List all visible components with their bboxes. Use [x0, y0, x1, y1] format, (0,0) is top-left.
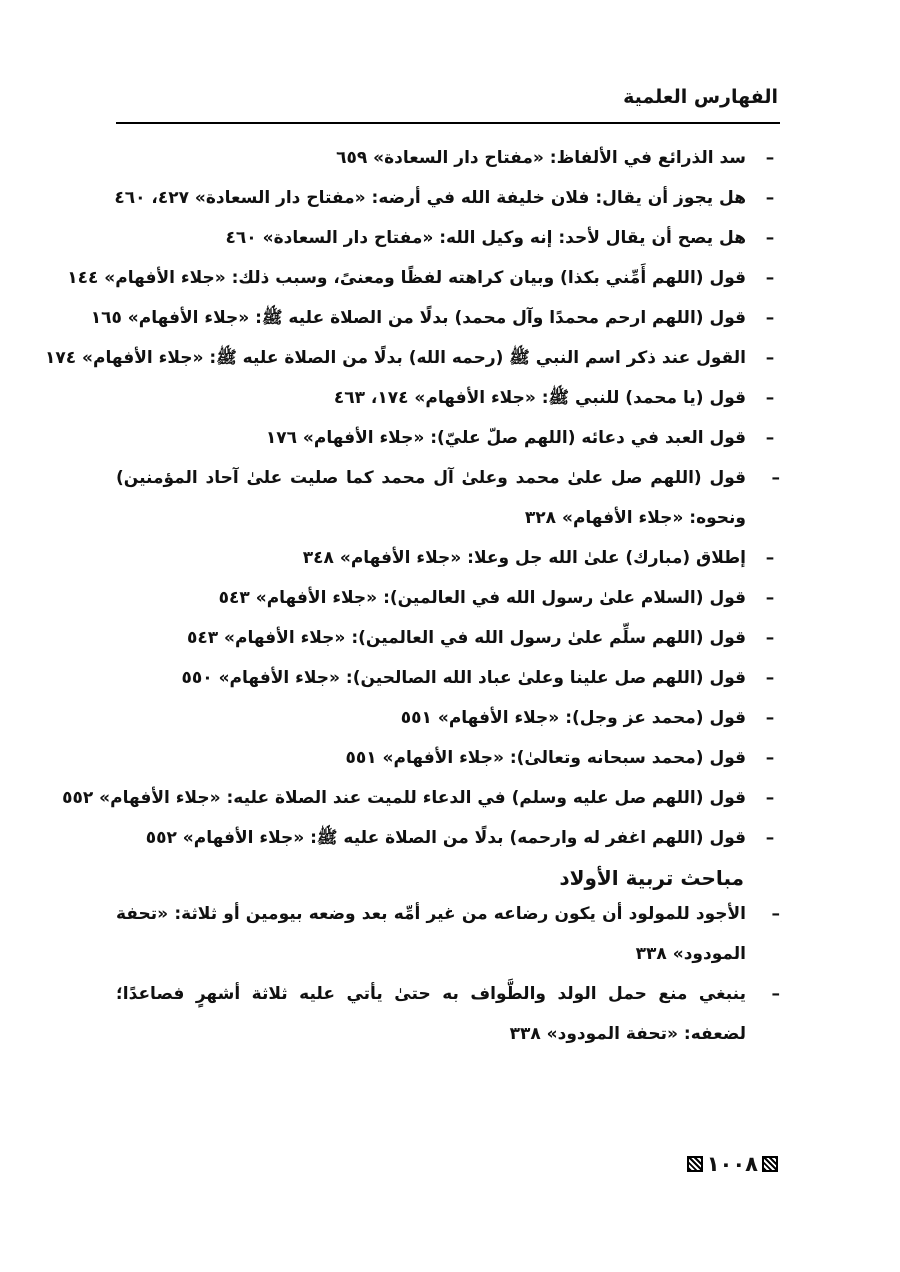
header-rule	[116, 122, 780, 124]
entry-dash: –	[765, 268, 775, 288]
entry-text: قول (يا محمد) للنبي ﷺ: «جلاء الأفهام» ١٧٤، ٤٦٣	[333, 388, 746, 408]
index-entry	[116, 378, 780, 418]
entry-text: سد الذرائع في الألفاظ: «مفتاح دار السعادة» ٦٥٩	[336, 148, 746, 168]
index-entry	[116, 218, 780, 258]
entry-text: قول (اللهم اغفر له وارحمه) بدلًا من الصلاة عليه ﷺ: «جلاء الأفهام» ٥٥٢	[145, 828, 746, 848]
section-heading: مباحث تربية الأولاد	[559, 866, 744, 890]
entry-dash: –	[765, 788, 775, 808]
entry-dash: –	[765, 708, 775, 728]
index-entry	[116, 578, 780, 618]
running-header-title: الفهارس العلمية	[623, 86, 778, 108]
entry-dash: –	[765, 748, 775, 768]
entry-text: قول (اللهم صل عليه وسلم) في الدعاء للميت عند الصلاة عليه: «جلاء الأفهام» ٥٥٢	[62, 788, 746, 808]
index-entry	[90, 298, 780, 338]
entry-dash: –	[765, 228, 775, 248]
entry-text: ينبغي منع حمل الولد والطَّواف به حتىٰ يأتي عليه ثلاثة أشهرٍ فصاعدًا؛ لضعفه: «تحفة المودود» ٣٣٨	[116, 984, 746, 1044]
page-number-folio	[687, 1152, 778, 1176]
index-entry	[116, 818, 780, 858]
index-entry	[116, 698, 780, 738]
index-entry	[116, 658, 780, 698]
index-entry	[62, 778, 780, 818]
entry-text: الأجود للمولود أن يكون رضاعه من غير أمِّه بعد وضعه بيومين أو ثلاثة: «تحفة المودود» ٣٣٨	[116, 904, 746, 964]
entry-dash: –	[771, 904, 780, 924]
index-entry	[67, 258, 780, 298]
entry-text: إطلاق (مبارك) علىٰ الله جل وعلا: «جلاء الأفهام» ٣٤٨	[302, 548, 746, 568]
entry-dash: –	[765, 348, 775, 368]
entry-dash: –	[771, 468, 780, 488]
entry-text: قول (اللهم سلِّم علىٰ رسول الله في العالمين): «جلاء الأفهام» ٥٤٣	[186, 628, 746, 648]
entry-dash: –	[765, 148, 775, 168]
entry-dash: –	[765, 428, 775, 448]
ornament-icon	[762, 1156, 778, 1172]
index-content	[45, 138, 780, 1054]
entry-dash: –	[765, 548, 775, 568]
entry-text: القول عند ذكر اسم النبي ﷺ (رحمه الله) بدلًا من الصلاة عليه ﷺ: «جلاء الأفهام» ١٧٤	[45, 348, 746, 368]
entry-dash: –	[765, 188, 775, 208]
entry-text: قول العبد في دعائه (اللهم صلّ عليّ): «جلاء الأفهام» ١٧٦	[265, 428, 746, 448]
page-number: ١٠٠٨	[706, 1152, 758, 1176]
entry-text: هل يصح أن يقال لأحد: إنه وكيل الله: «مفتاح دار السعادة» ٤٦٠	[225, 228, 746, 248]
entry-text: هل يجوز أن يقال: فلان خليفة الله في أرضه: «مفتاح دار السعادة» ٤٢٧، ٤٦٠	[114, 188, 746, 208]
entry-text: قول (السلام علىٰ رسول الله في العالمين): «جلاء الأفهام» ٥٤٣	[218, 588, 746, 608]
entry-text: قول (اللهم ارحم محمدًا وآل محمد) بدلًا من الصلاة عليه ﷺ: «جلاء الأفهام» ١٦٥	[90, 308, 746, 328]
index-entry	[116, 618, 780, 658]
entry-dash: –	[765, 388, 775, 408]
entry-dash: –	[765, 668, 775, 688]
entry-text: قول (محمد سبحانه وتعالىٰ): «جلاء الأفهام» ٥٥١	[345, 748, 746, 768]
index-entry	[116, 458, 780, 538]
entry-dash: –	[771, 984, 780, 1004]
index-entry	[45, 338, 780, 378]
index-entry	[116, 974, 780, 1054]
index-entry	[116, 738, 780, 778]
entry-text: قول (اللهم أَمِّني بكذا) وبيان كراهته لفظًا ومعنىً، وسبب ذلك: «جلاء الأفهام» ١٤٤	[67, 268, 746, 288]
index-entry	[116, 538, 780, 578]
entry-text: قول (اللهم صل علىٰ محمد وعلىٰ آل محمد كما صليت علىٰ آحاد المؤمنين) ونحوه: «جلاء الأفهام» ٣٢٨	[116, 468, 746, 528]
ornament-icon	[687, 1156, 703, 1172]
entry-dash: –	[765, 828, 775, 848]
index-entry	[116, 178, 780, 218]
index-entry	[116, 418, 780, 458]
index-entry	[116, 894, 780, 974]
entry-dash: –	[765, 588, 775, 608]
entry-dash: –	[765, 308, 775, 328]
entry-dash: –	[765, 628, 775, 648]
entry-text: قول (محمد عز وجل): «جلاء الأفهام» ٥٥١	[400, 708, 746, 728]
index-entry	[116, 138, 780, 178]
entry-text: قول (اللهم صل علينا وعلىٰ عباد الله الصالحين): «جلاء الأفهام» ٥٥٠	[181, 668, 746, 688]
